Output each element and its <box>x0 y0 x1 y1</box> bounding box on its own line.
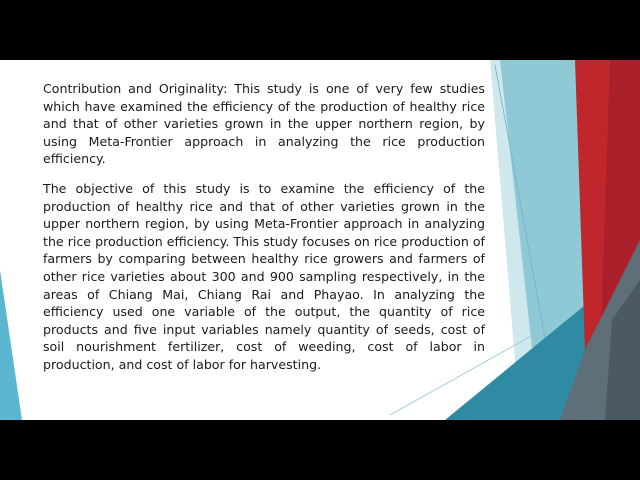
slide <box>0 60 640 420</box>
slide-body <box>43 80 485 386</box>
objective-paragraph: The objective of this study is to examine the efficiency of the production of healthy rice and that of other varieties grown in the upper northern region, by using Meta-Frontier approach in analyzing the rice production efficiency. This study focuses on rice production of farmers by comparing between healthy rice growers and farmers of other rice varieties about 300 and 900 sampling respectively, in the areas of Chiang Mai, Chiang Rai and Phayao. In analyzing the efficiency used one variable of the output, the quantity of rice products and five input variables namely quantity of seeds, cost of soil nourishment fertilizer, cost of weeding, cost of labor in production, and cost of labor for harvesting. <box>43 180 485 372</box>
contribution-paragraph: Contribution and Originality: This study is one of very few studies which have examined the efficiency of the production of healthy rice and that of other varieties grown in the upper northern region, by using Meta-Frontier approach in analyzing the rice production efficiency. <box>43 81 485 167</box>
left-edge-accent-shape <box>0 270 22 420</box>
